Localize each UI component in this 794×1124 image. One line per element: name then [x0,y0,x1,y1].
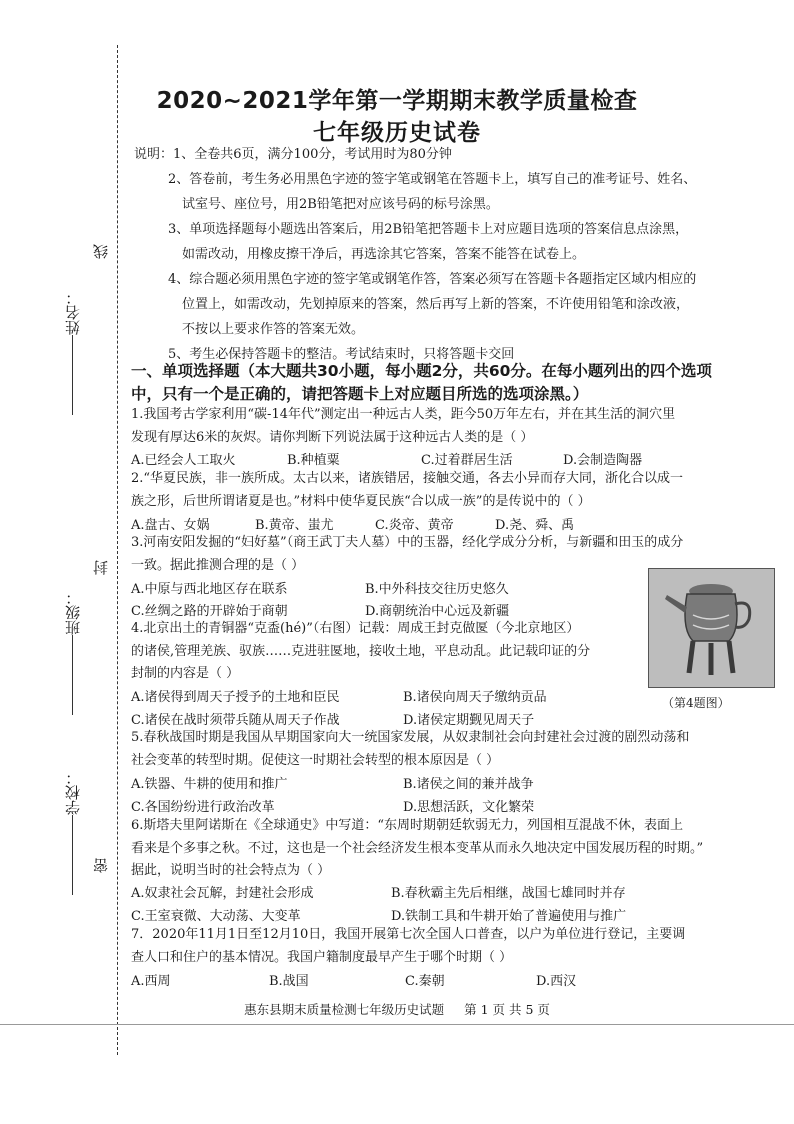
exam-title: 2020~2021学年第一学期期末教学质量检查 [156,88,638,114]
q2-option-c[interactable]: C.炎帝、黄帝 [375,518,454,533]
q1-option-c[interactable]: C.过着群居生活 [421,453,513,468]
q5-option-b[interactable]: B.诸侯之间的兼并战争 [403,777,534,792]
q2-option-a[interactable]: A.盘古、女娲 [131,518,210,533]
instruction-3-cont: 如需改动，用橡皮擦干净后，再选涂其它答案，答案不能答在试卷上。 [182,247,586,262]
name-blank[interactable] [73,335,74,415]
q7-option-c[interactable]: C.秦朝 [405,974,445,989]
bronze-he-photo [648,568,775,688]
q7-option-b[interactable]: B.战国 [269,974,309,989]
q3-option-a[interactable]: A.中原与西北地区存在联系 [131,582,288,597]
binding-label-line: 线 [92,244,110,259]
instruction-2-cont: 试室号、座位号，用2B铅笔把对应该号码的标号涂黑。 [182,197,499,212]
page-footer [0,1000,794,1018]
instruction-5: 5、考生必保持答题卡的整洁。考试结束时，只将答题卡交回 [168,347,515,362]
q7-option-a[interactable]: A.西周 [131,974,171,989]
q2-option-b[interactable]: B.黄帝、蚩尤 [255,518,334,533]
binding-label-dense: 密 [92,858,110,873]
section-heading-line2: 中，只有一个是正确的，请把答题卡上对应题目所选的选项涂黑。） [131,385,589,403]
q5-option-c[interactable]: C.各国纷纷进行政治改革 [131,800,275,815]
instruction-4-cont2: 不按以上要求作答的答案无效。 [182,322,365,337]
q4-option-c[interactable]: C.诸侯在战时须带兵随从周天子作战 [131,713,340,728]
q1-option-a[interactable]: A.已经会人工取火 [131,453,236,468]
question-1: 1.我国考古学家利用“碳-14年代”测定出一种远古人类，距今50万年左右，并在其生活的洞穴里 发现有厚达6米的灰烬。请你判断下列说法属于这种远古人类的是（ ） [131,407,676,445]
question-3: 3.河南安阳发掘的“妇好墓”（商王武丁夫人墓）中的玉器，经化学成分分析，与新疆和田玉的成分 一致。据此推测合理的是（ ） [131,535,684,573]
bottom-rule [0,1024,794,1025]
binding-label-seal: 封 [92,560,110,575]
bronze-vessel-icon [649,569,774,687]
footer-page-info: 第 1 页 共 5 页 [464,1002,550,1017]
q6-option-c[interactable]: C.王室衰微、大动荡、大变革 [131,909,301,924]
q3-option-d[interactable]: D.商朝统治中心远及新疆 [365,604,510,619]
q1-option-d[interactable]: D.会制造陶器 [563,453,643,468]
q5-option-a[interactable]: A.铁器、牛耕的使用和推广 [131,777,288,792]
class-blank[interactable] [73,635,74,715]
binding-line [117,45,118,1055]
q3-option-b[interactable]: B.中外科技交往历史悠久 [365,582,509,597]
instructions-lead: 说明： [134,147,174,162]
question-4: 4.北京出土的青铜器“克盉(hé)”（右图）记载：周成王封克做匽（今北京地区） 的诸侯,管理羌族、驭族……克进驻匽地，接收土地，平息动乱。此记载印证的分 封制的内容是（ ） [131,621,591,681]
school-label: 学校： [64,770,82,815]
class-label: 班级： [64,590,82,635]
q4-option-b[interactable]: B.诸侯向周天子缴纳贡品 [403,690,547,705]
instruction-3: 3、单项选择题每小题选出答案后，用2B铅笔把答题卡上对应题目选项的答案信息点涂黑， [168,222,689,237]
q3-option-c[interactable]: C.丝绸之路的开辟始于商朝 [131,604,288,619]
q4-option-a[interactable]: A.诸侯得到周天子授予的土地和臣民 [131,690,340,705]
q6-option-b[interactable]: B.春秋霸主先后相继，战国七雄同时并存 [391,886,626,901]
question-7: 7．2020年11月1日至12月10日，我国开展第七次全国人口普查，以户为单位进行登记，主要调 查人口和住户的基本情况。我国户籍制度最早产生于哪个时期（ ） [131,927,686,965]
instructions [134,142,764,367]
q1-option-b[interactable]: B.种植粟 [287,453,340,468]
q4-option-d[interactable]: D.诸侯定期觐见周天子 [403,713,535,728]
instruction-4-cont: 位置上，如需改动，先划掉原来的答案，然后再写上新的答案，不许使用铅笔和涂改液， [182,297,690,312]
exam-subtitle: 七年级历史试卷 [313,120,481,146]
figure-caption: （第4题图） [662,696,730,710]
section-heading [131,360,779,406]
section-heading-line1: 一、单项选择题（本大题共30小题，每小题2分，共60分。在每小题列出的四个选项 [131,362,712,380]
q7-option-d[interactable]: D.西汉 [536,974,577,989]
question-6: 6.斯塔夫里阿诺斯在《全球通史》中写道：“东周时期朝廷软弱无力，列国相互混战不休，表面上 看来是个多事之秋。不过，这也是一个社会经济发生根本变革从而永久地决定中国发展历程的时期。” 据此，说明当时的社会特点为（ ） [131,818,704,878]
instruction-2: 2、答卷前，考生务必用黑色字迹的签字笔或钢笔在答题卡上，填写自己的准考证号、姓名、 [168,172,697,187]
q6-option-a[interactable]: A.奴隶社会瓦解，封建社会形成 [131,886,314,901]
school-blank[interactable] [73,815,74,895]
school-field[interactable] [62,770,83,899]
q2-option-d[interactable]: D.尧、舜、禹 [495,518,575,533]
class-field[interactable] [62,590,83,719]
question-5: 5.春秋战国时期是我国从早期国家向大一统国家发展，从奴隶制社会向封建社会过渡的剧烈动荡和 社会变革的转型时期。促使这一时期社会转型的根本原因是（ ） [131,730,690,768]
footer-exam-name: 惠东县期末质量检测七年级历史试题 [244,1002,445,1017]
name-field[interactable] [62,290,83,419]
name-label: 姓名： [64,290,82,335]
instruction-4: 4、综合题必须用黑色字迹的签字笔或钢笔作答，答案必须写在答题卡各题指定区域内相应的 [168,272,697,287]
instruction-1: 说明：1、全卷共6页，满分100分，考试用时为80分钟 [134,147,452,162]
q6-option-d[interactable]: D.铁制工具和牛耕开始了普遍使用与推广 [391,909,627,924]
q5-option-d[interactable]: D.思想活跃，文化繁荣 [403,800,535,815]
question-2: 2.“华夏民族，非一族所成。太古以来，诸族错居，接触交通，各去小异而存大同，浙化合以成一 族之形，后世所谓诸夏是也。”材料中使华夏民族“合以成一族”的是传说中的（ ） [131,471,684,509]
